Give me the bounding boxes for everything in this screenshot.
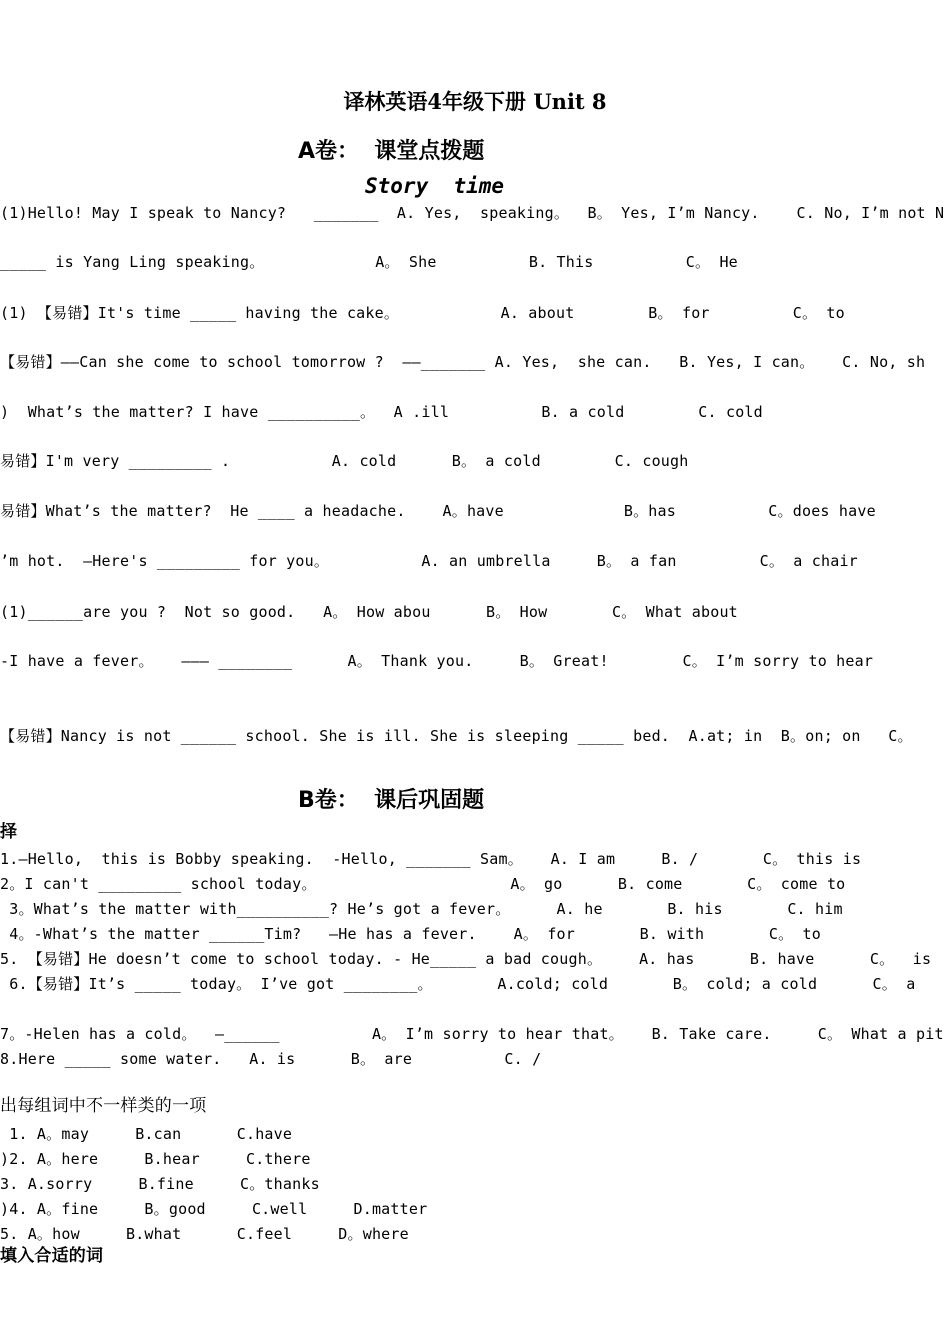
question-line: _____ is Yang Ling speaking。 A。 She B. This C。 He — [0, 253, 738, 271]
question-line: ) What’s the matter? I have __________。 A .ill B. a cold C. cold — [0, 403, 763, 421]
question-line: 5. 【易错】He doesn’t come to school today. - He_____ a bad cough。 A. has B. have C。 is — [0, 950, 932, 968]
question-line: 6.【易错】It’s _____ today。 I’ve got ________。 A.cold; cold B。 cold; a cold C。 a — [0, 975, 916, 993]
question-line: 【易错】——Can she come to school tomorrow ? ——_______ A. Yes, she can. B. Yes, I can。 C. No, sh — [0, 353, 926, 371]
word-group-line: 1. A。may B.can C.have — [0, 1125, 293, 1143]
document-title: 译林英语4年级下册 Unit 8 — [343, 89, 607, 114]
word-group-line: 3. A.sorry B.fine C。thanks — [0, 1175, 320, 1193]
odd-one-out-heading: 出每组词中不一样类的一项 — [0, 1096, 207, 1116]
story-time-heading: Story time — [365, 174, 505, 198]
choice-heading: 择 — [0, 822, 18, 842]
fill-in-heading: 填入合适的词 — [0, 1246, 104, 1266]
question-line: (1) 【易错】It's time _____ having the cake。 A. about B。 for C。 to — [0, 304, 845, 322]
word-group-line: )2. A。here B.hear C.there — [0, 1150, 311, 1168]
question-line: 2。I can't _________ school today。 A。 go B. come C。 come to — [0, 875, 846, 893]
question-line: (1)______are you ? Not so good. A。 How abou B。 How C。 What about — [0, 603, 738, 621]
question-line: 【易错】Nancy is not ______ school. She is ill. She is sleeping _____ bed. A.at; in B。on; on C。 — [0, 727, 913, 745]
section-b-heading: B卷： 课后巩固题 — [298, 788, 485, 813]
question-line: ’m hot. —Here's _________ for you。 A. an umbrella B。 a fan C。 a chair — [0, 552, 858, 570]
question-line: -I have a fever。 ——— ________ A。 Thank you. B。 Great! C。 I’m sorry to hear — [0, 652, 874, 670]
word-group-line: )4. A。fine B。good C.well D.matter — [0, 1200, 428, 1218]
question-line: 易错】I'm very _________ . A. cold B。 a cold C. cough — [0, 452, 689, 470]
section-a-heading: A卷： 课堂点拨题 — [298, 139, 485, 164]
question-line: 7。-Helen has a cold。 —______ A。 I’m sorry to hear that。 B. Take care. C。 What a pit — [0, 1025, 944, 1043]
question-line: 易错】What’s the matter? He ____ a headache. A。have B。has C。does have — [0, 502, 876, 520]
question-line: 4。-What’s the matter ______Tim? —He has a fever. A。 for B. with C。 to — [0, 925, 821, 943]
question-line: 1.—Hello, this is Bobby speaking. -Hello, _______ Sam。 A. I am B. / C。 this is — [0, 850, 862, 868]
question-line: 3。What’s the matter with__________? He’s got a fever。 A. he B. his C. him — [0, 900, 843, 918]
word-group-line: 5. A。how B.what C.feel D。where — [0, 1225, 409, 1243]
question-line: 8.Here _____ some water. A. is B。 are C. / — [0, 1050, 542, 1068]
question-line: (1)Hello! May I speak to Nancy? _______ A. Yes, speaking。 B。 Yes, I’m Nancy. C. No, I’m not N — [0, 204, 945, 222]
